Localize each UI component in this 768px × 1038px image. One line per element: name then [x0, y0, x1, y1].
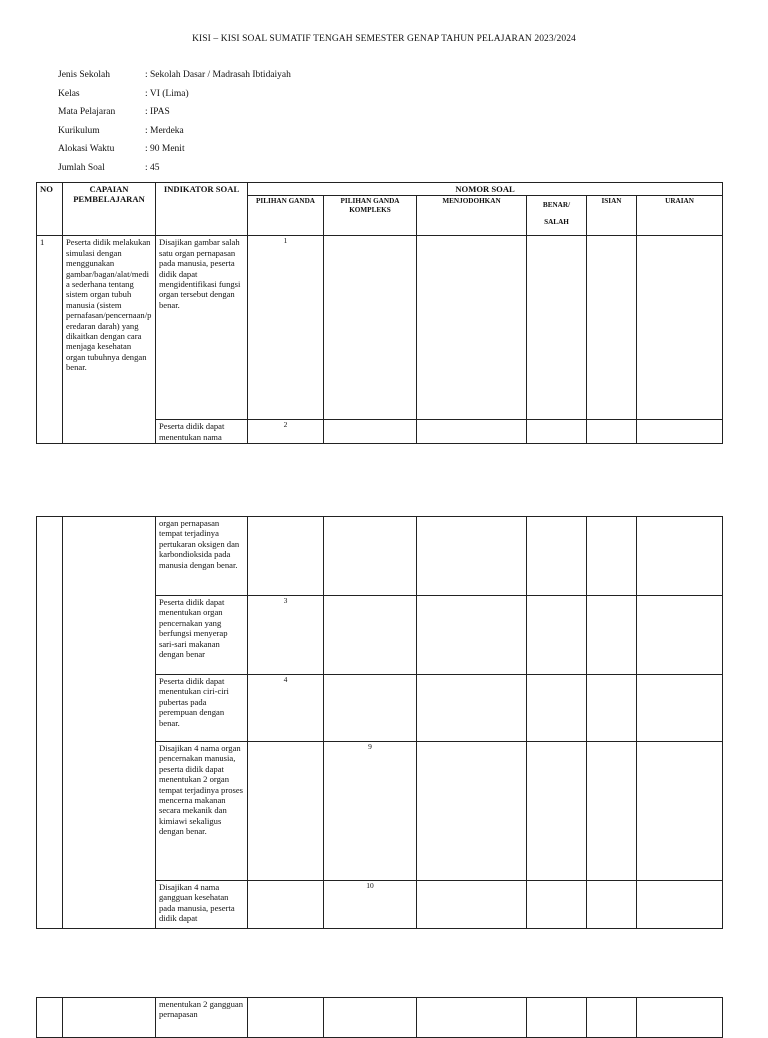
- header-benar-salah: BENAR/ SALAH: [527, 196, 587, 236]
- info-label: Alokasi Waktu: [58, 144, 115, 155]
- menjodohkan-cell: [417, 236, 527, 420]
- table-row: [37, 517, 723, 596]
- info-value: : IPAS: [145, 107, 170, 118]
- info-label: Jenis Sekolah: [58, 70, 110, 80]
- menjodohkan-cell: [417, 596, 527, 675]
- benar-salah-cell: [527, 998, 587, 1038]
- uraian-cell: [637, 517, 723, 596]
- pilihan-ganda-cell: [248, 998, 324, 1038]
- kisi-table-page-1: [36, 182, 723, 444]
- info-label: Kurikulum: [58, 125, 100, 136]
- indikator-cell: menentukan 2 gangguan pernapasan: [156, 998, 248, 1038]
- indikator-cell: organ pernapasan tempat terjadinya pertukaran oksigen dan karbondioksida pada manusia dengan benar.: [156, 517, 248, 596]
- pilihan-ganda-cell: [248, 742, 324, 881]
- header-pilihan-ganda: PILIHAN GANDA: [248, 196, 324, 236]
- header-uraian: URAIAN: [637, 196, 723, 236]
- uraian-cell: [637, 881, 723, 929]
- isian-cell: [587, 596, 637, 675]
- uraian-cell: [637, 998, 723, 1038]
- header-nomor-soal: NOMOR SOAL: [248, 183, 723, 196]
- kisi-table-page-3: [36, 997, 723, 1038]
- table-row: [37, 236, 723, 420]
- uraian-cell: [637, 236, 723, 420]
- capaian-cell: [63, 998, 156, 1038]
- pg-kompleks-cell: 9: [324, 742, 417, 881]
- pilihan-ganda-cell: 2: [248, 420, 324, 444]
- benar-salah-cell: [527, 881, 587, 929]
- isian-cell: [587, 675, 637, 742]
- kisi-table-page-2: [36, 516, 723, 929]
- indikator-cell: Disajikan gambar salah satu organ pernapasan pada manusia, peserta didik dapat mengidentifikasi fungsi organ tersebut dengan benar.: [156, 236, 248, 420]
- benar-salah-cell: [527, 236, 587, 420]
- row-number: 1: [37, 236, 63, 444]
- row-number: [37, 998, 63, 1038]
- uraian-cell: [637, 420, 723, 444]
- isian-cell: [587, 420, 637, 444]
- uraian-cell: [637, 675, 723, 742]
- info-label: Mata Pelajaran: [58, 107, 116, 118]
- uraian-cell: [637, 596, 723, 675]
- indikator-cell: Disajikan 4 nama organ pencernakan manusia, peserta didik dapat menentukan 2 organ tempat terjadinya proses mencerna makanan secara mekanik dan kimiawi sekaligus dengan benar.: [156, 742, 248, 881]
- info-value: : Merdeka: [145, 125, 184, 136]
- isian-cell: [587, 517, 637, 596]
- info-value: : VI (Lima): [145, 88, 189, 99]
- header-pg-kompleks: PILIHAN GANDA KOMPLEKS: [324, 196, 417, 236]
- info-value: : Sekolah Dasar / Madrasah Ibtidaiyah: [145, 70, 291, 80]
- header-indikator: INDIKATOR SOAL: [156, 183, 248, 236]
- pg-kompleks-cell: 10: [324, 881, 417, 929]
- menjodohkan-cell: [417, 998, 527, 1038]
- pg-kompleks-cell: [324, 675, 417, 742]
- benar-salah-cell: [527, 675, 587, 742]
- indikator-cell: Disajikan 4 nama gangguan kesehatan pada manusia, peserta didik dapat: [156, 881, 248, 929]
- pilihan-ganda-cell: [248, 517, 324, 596]
- pilihan-ganda-cell: [248, 881, 324, 929]
- indikator-cell: Peserta didik dapat menentukan organ pencernakan yang berfungsi menyerap sari-sari makanan dengan benar: [156, 596, 248, 675]
- isian-cell: [587, 236, 637, 420]
- header-capaian: CAPAIAN PEMBELAJARAN: [63, 183, 156, 236]
- pg-kompleks-cell: [324, 517, 417, 596]
- document-title: KISI – KISI SOAL SUMATIF TENGAH SEMESTER GENAP TAHUN PELAJARAN 2023/2024: [192, 34, 576, 44]
- menjodohkan-cell: [417, 420, 527, 444]
- pilihan-ganda-cell: 1: [248, 236, 324, 420]
- benar-salah-cell: [527, 596, 587, 675]
- info-label: Kelas: [58, 88, 80, 99]
- header-menjodohkan: MENJODOHKAN: [417, 196, 527, 236]
- menjodohkan-cell: [417, 675, 527, 742]
- menjodohkan-cell: [417, 742, 527, 881]
- indikator-cell: Peserta didik dapat menentukan ciri-ciri pubertas pada perempuan dengan benar.: [156, 675, 248, 742]
- pg-kompleks-cell: [324, 998, 417, 1038]
- benar-salah-cell: [527, 742, 587, 881]
- pilihan-ganda-cell: 3: [248, 596, 324, 675]
- row-number: [37, 517, 63, 929]
- info-value: : 90 Menit: [145, 144, 185, 155]
- table-row: [37, 998, 723, 1038]
- info-label: Jumlah Soal: [58, 162, 105, 173]
- pilihan-ganda-cell: 4: [248, 675, 324, 742]
- pg-kompleks-cell: [324, 596, 417, 675]
- uraian-cell: [637, 742, 723, 881]
- info-value: : 45: [145, 162, 160, 173]
- isian-cell: [587, 881, 637, 929]
- menjodohkan-cell: [417, 517, 527, 596]
- pg-kompleks-cell: [324, 236, 417, 420]
- indikator-cell: Peserta didik dapat menentukan nama: [156, 420, 248, 444]
- benar-salah-cell: [527, 517, 587, 596]
- capaian-cell: [63, 517, 156, 929]
- capaian-cell: Peserta didik melakukan simulasi dengan menggunakan gambar/bagan/alat/media sederhana tentang sistem organ tubuh manusia (sistem pernafasan/pencernaan/peredaran darah) yang dikaitkan dengan cara menjaga kesehatan organ tubuhnya dengan benar.: [63, 236, 156, 444]
- header-isian: ISIAN: [587, 196, 637, 236]
- header-no: NO: [37, 183, 63, 236]
- pg-kompleks-cell: [324, 420, 417, 444]
- benar-salah-cell: [527, 420, 587, 444]
- isian-cell: [587, 742, 637, 881]
- menjodohkan-cell: [417, 881, 527, 929]
- isian-cell: [587, 998, 637, 1038]
